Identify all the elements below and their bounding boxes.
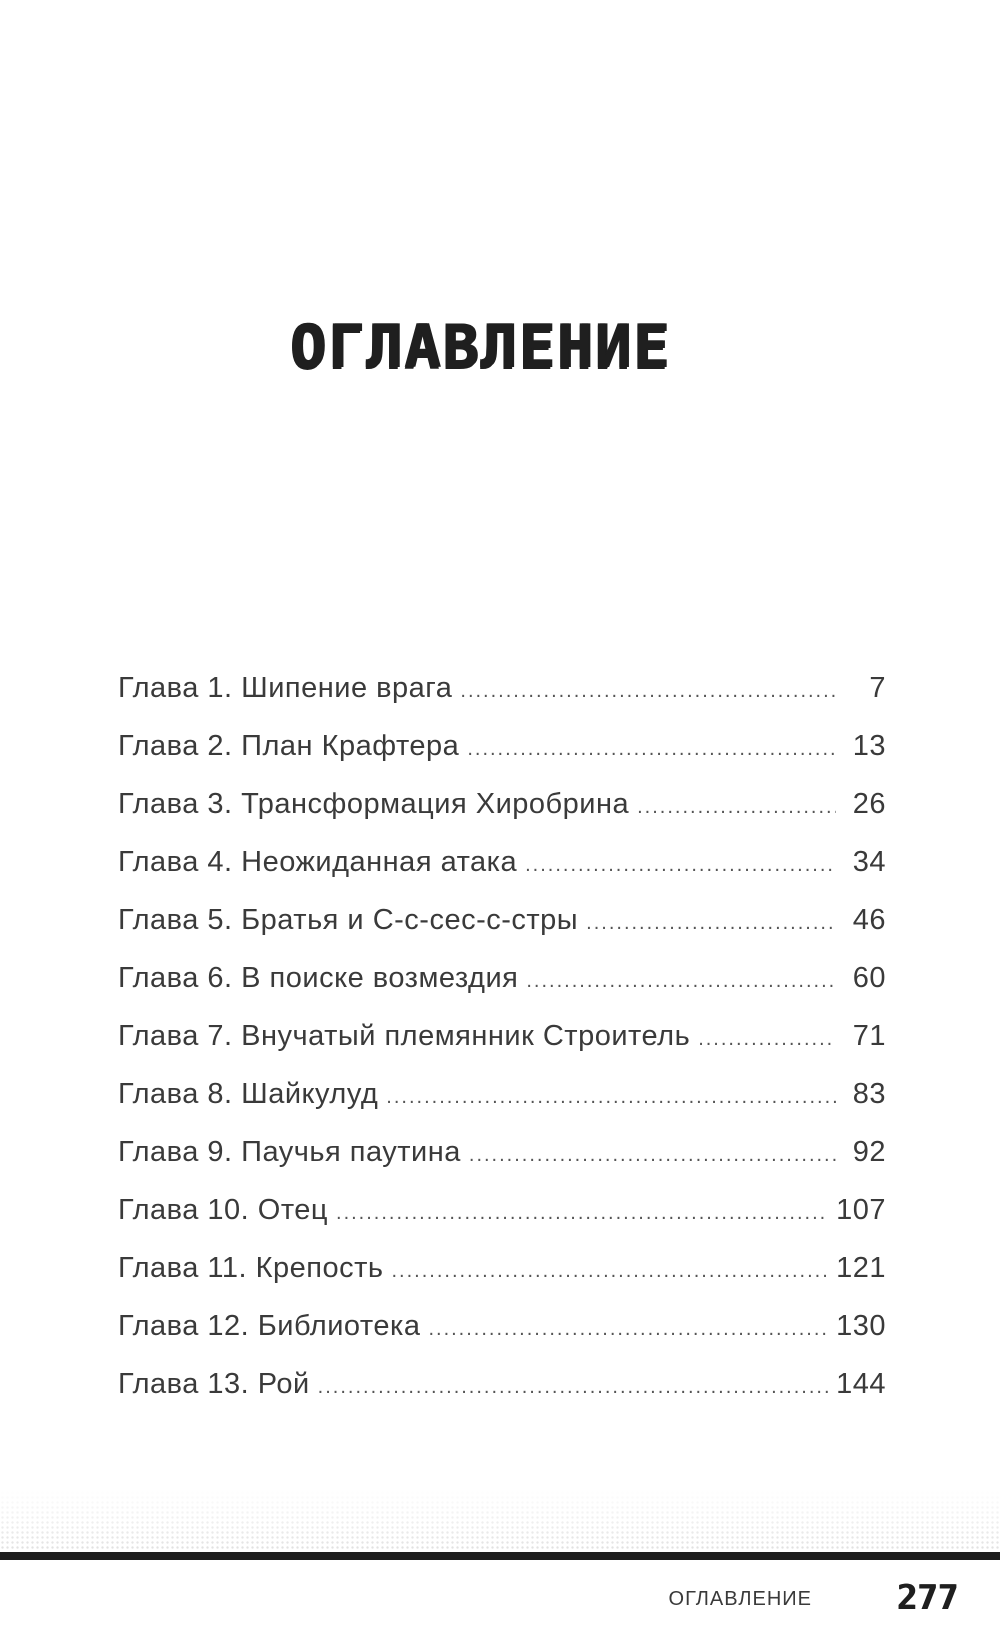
toc-entry[interactable]	[118, 730, 886, 788]
toc-entry[interactable]	[118, 1252, 886, 1310]
toc-entry-page: 26	[852, 788, 886, 820]
toc-entry-title: Глава 5. Братья и С-с-сес-с-стры	[118, 904, 579, 936]
toc-entry-title: Глава 9. Паучья паутина	[118, 1136, 461, 1168]
footer-rule	[0, 1552, 1000, 1560]
toc-entry-title: Глава 4. Неожиданная атака	[118, 846, 518, 878]
dot-leader	[525, 854, 836, 877]
dot-leader	[386, 1086, 836, 1109]
table-of-contents	[118, 672, 886, 1426]
toc-entry-title: Глава 13. Рой	[118, 1368, 310, 1400]
dot-leader	[391, 1260, 828, 1283]
toc-entry-page: 83	[852, 1078, 886, 1110]
toc-entry[interactable]	[118, 1368, 886, 1426]
toc-entry-title: Глава 3. Трансформация Хиробрина	[118, 788, 630, 820]
toc-entry[interactable]	[118, 788, 886, 846]
dot-leader	[637, 796, 836, 819]
dot-leader	[318, 1376, 828, 1399]
toc-entry-title: Глава 12. Библиотека	[118, 1310, 421, 1342]
toc-entry-page: 121	[836, 1252, 886, 1284]
toc-entry-page: 130	[836, 1310, 886, 1342]
pixel-dither-band	[0, 1490, 1000, 1550]
toc-entry[interactable]	[118, 1136, 886, 1194]
dot-leader	[336, 1202, 828, 1225]
toc-entry-title: Глава 2. План Крафтера	[118, 730, 460, 762]
dot-leader	[586, 912, 836, 935]
dot-leader	[467, 738, 836, 761]
toc-entry-page: 60	[852, 962, 886, 994]
toc-entry[interactable]	[118, 1020, 886, 1078]
dot-leader	[460, 680, 836, 703]
toc-entry-page: 71	[852, 1020, 886, 1052]
toc-entry[interactable]	[118, 846, 886, 904]
dot-leader	[469, 1144, 836, 1167]
toc-entry-title: Глава 11. Крепость	[118, 1252, 384, 1284]
toc-entry-title: Глава 8. Шайкулуд	[118, 1078, 379, 1110]
toc-entry[interactable]	[118, 1078, 886, 1136]
toc-entry-page: 34	[852, 846, 886, 878]
toc-entry-page: 92	[852, 1136, 886, 1168]
page-number: 277	[896, 1578, 958, 1618]
page-title: ОГЛАВЛЕНИЕ	[289, 312, 671, 383]
toc-entry-page: 144	[836, 1368, 886, 1400]
toc-entry-title: Глава 1. Шипение врага	[118, 672, 453, 704]
running-footer-section: ОГЛАВЛЕНИЕ	[668, 1588, 812, 1610]
toc-entry[interactable]	[118, 672, 886, 730]
dot-leader	[526, 970, 836, 993]
toc-entry[interactable]	[118, 904, 886, 962]
toc-entry-page: 7	[869, 672, 886, 704]
dot-leader	[428, 1318, 828, 1341]
toc-entry[interactable]	[118, 962, 886, 1020]
toc-entry-page: 107	[836, 1194, 886, 1226]
dot-leader	[698, 1028, 836, 1051]
toc-entry-title: Глава 10. Отец	[118, 1194, 329, 1226]
toc-entry[interactable]	[118, 1310, 886, 1368]
toc-entry-title: Глава 7. Внучатый племянник Строитель	[118, 1020, 691, 1052]
toc-entry-title: Глава 6. В поиске возмездия	[118, 962, 519, 994]
toc-entry-page: 46	[852, 904, 886, 936]
toc-entry[interactable]	[118, 1194, 886, 1252]
toc-entry-page: 13	[852, 730, 886, 762]
